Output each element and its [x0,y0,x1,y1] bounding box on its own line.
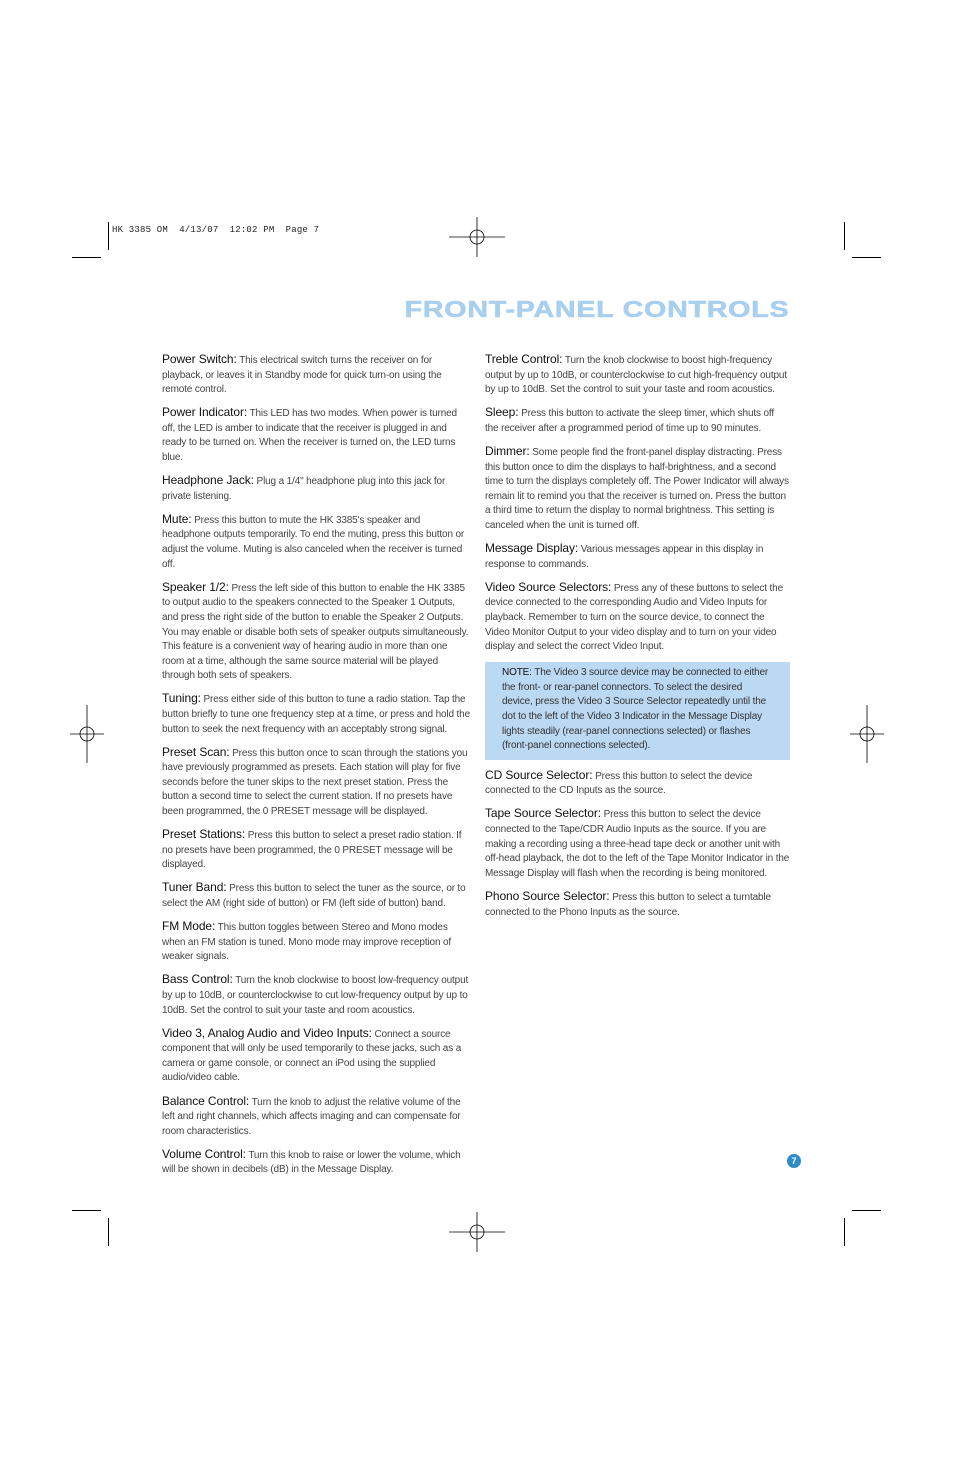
entry-treble-control: Treble Control: Turn the knob clockwise to boost high-frequency output by up to 10dB, or counterclockwise to cut high-frequency output by up to 10dB. Set the control to suit your taste and room acoustics. [485,352,787,396]
entry-sleep: Sleep: Press this button to activate the sleep timer, which shuts off the receiver after a programmed period of time up to 90 minutes. [485,405,774,434]
crop-mark [852,1210,881,1211]
entry-phono-source-selector: Phono Source Selector: Press this button to select a turntable connected to the Phono Inputs as the source. [485,888,771,918]
entry-fm-mode: FM Mode: This button toggles between Stereo and Mono modes when an FM station is tuned. Mono mode may improve reception of weaker signals. [162,919,452,963]
registration-mark-icon [850,705,884,763]
note-label: NOTE: [502,667,532,679]
left-column [162,352,470,1186]
crop-mark [72,1210,101,1211]
crop-mark [852,257,881,258]
note-box [485,662,790,760]
entry-tape-source-selector: Tape Source Selector: Press this button to select the device connected to the Tape/CDR Audio Inputs as the source. If you are making a recording using a three-head tape deck or another unit with off-head playback, the dot to the left of the Tape Monitor Indicator in the Message Display will flash when the recording is being monitored. [485,806,790,879]
note-text: The Video 3 source device may be connected to either the front- or rear-panel connectors. To select the desired device, press the Video 3 Source Selector repeatedly until the dot to the left of the Video 3 Indicator in the Message Display lights steadily (rear-panel connections selected) or flashes (front-panel connections selected). [502,667,769,752]
crop-mark [844,222,845,250]
entry-message-display: Message Display: Various messages appear in this display in response to commands. [485,541,764,570]
registration-mark-icon [70,705,104,763]
page-title: FRONT-PANEL CONTROLS [404,296,789,322]
entry-power-indicator: Power Indicator: This LED has two modes. When power is turned off, the LED is amber to indicate that the receiver is plugged in and ready to be turned on. When the receiver is turned on, the LED turns blue. [162,405,457,464]
crop-mark [108,1218,109,1246]
registration-mark-icon [449,1212,505,1252]
right-column [485,352,790,928]
entry-video-3-inputs: Video 3, Analog Audio and Video Inputs: Connect a source component that will only be used temporarily to these jacks, such as a camera or game console, or connect an iPod using the supplied audio/video cable. [162,1025,462,1084]
entry-dimmer: Dimmer: Some people find the front-panel display distracting. Press this button once to dim the displays to half-brightness, and a second time to turn the displays completely off. The Power Indicator will always remain lit to remind you that the receiver is turned on. Press the button a third time to return the display to normal brightness. This setting is canceled when the unit is turned off. [485,443,789,531]
registration-mark-icon [449,217,505,257]
entry-speaker-1-2: Speaker 1/2: Press the left side of this button to enable the HK 3385 to output audio to the speakers connected to the Speaker 1 Outputs, and press the right side of the button to enable the Speaker 2 Outputs. You may enable or disable both sets of speaker outputs simultaneously. This feature is a convenient way of hearing audio in more than one room at a time, although the same source material will be played through both sets of speakers. [162,579,469,682]
entry-preset-stations: Preset Stations: Press this button to select a preset radio station. If no presets have been programmed, the 0 PRESET message will be displayed. [162,827,462,871]
entry-preset-scan: Preset Scan: Press this button once to scan through the stations you have previously programmed as presets. Each station will play for five seconds before the tuner skips to the next preset station. Press the button a second time to select the current station. If no presets have been programmed, the 0 PRESET message will be displayed. [162,744,468,818]
entry-cd-source-selector: CD Source Selector: Press this button to select the device connected to the CD Inputs as the source. [485,767,753,797]
entry-mute: Mute: Press this button to mute the HK 3385's speaker and headphone outputs temporarily. To end the muting, press this button or adjust the volume. Muting is also canceled when the receiver is turned off. [162,511,465,570]
crop-mark [108,222,109,250]
crop-mark [72,257,101,258]
printer-slug: HK 3385 OM 4/13/07 12:02 PM Page 7 [112,225,320,235]
entry-balance-control: Balance Control: Turn the knob to adjust the relative volume of the left and right channels, which affects imaging and can compensate for room characteristics. [162,1093,461,1137]
crop-mark [844,1218,845,1246]
entry-power-switch: Power Switch: This electrical switch turns the receiver on for playback, or leaves it in Standby mode for quick turn-on using the remote control. [162,352,442,396]
entry-volume-control: Volume Control: Turn this knob to raise or lower the volume, which will be shown in decibels (dB) in the Message Display. [162,1146,461,1176]
entry-bass-control: Bass Control: Turn the knob clockwise to boost low-frequency output by up to 10dB, or counterclockwise to cut low-frequency output by up to 10dB. Set the control to suit your taste and room acoustics. [162,972,469,1016]
entry-headphone-jack: Headphone Jack: Plug a 1/4" headphone plug into this jack for private listening. [162,473,446,502]
entry-video-source-selectors: Video Source Selectors: Press any of these buttons to select the device connected to the corresponding Audio and Video Inputs for playback. Remember to turn on the source device, to connect the Video Monitor Output to your video display and to turn on your video display and select the correct Video Input. [485,579,783,653]
entry-tuning: Tuning: Press either side of this button to tune a radio station. Tap the button briefly to tune one frequency step at a time, or press and hold the button to seek the next frequency with an acceptably strong signal. [162,691,470,735]
entry-tuner-band: Tuner Band: Press this button to select the tuner as the source, or to select the AM (right side of button) or FM (left side of button) band. [162,880,466,909]
page-number: 7 [787,1154,801,1168]
